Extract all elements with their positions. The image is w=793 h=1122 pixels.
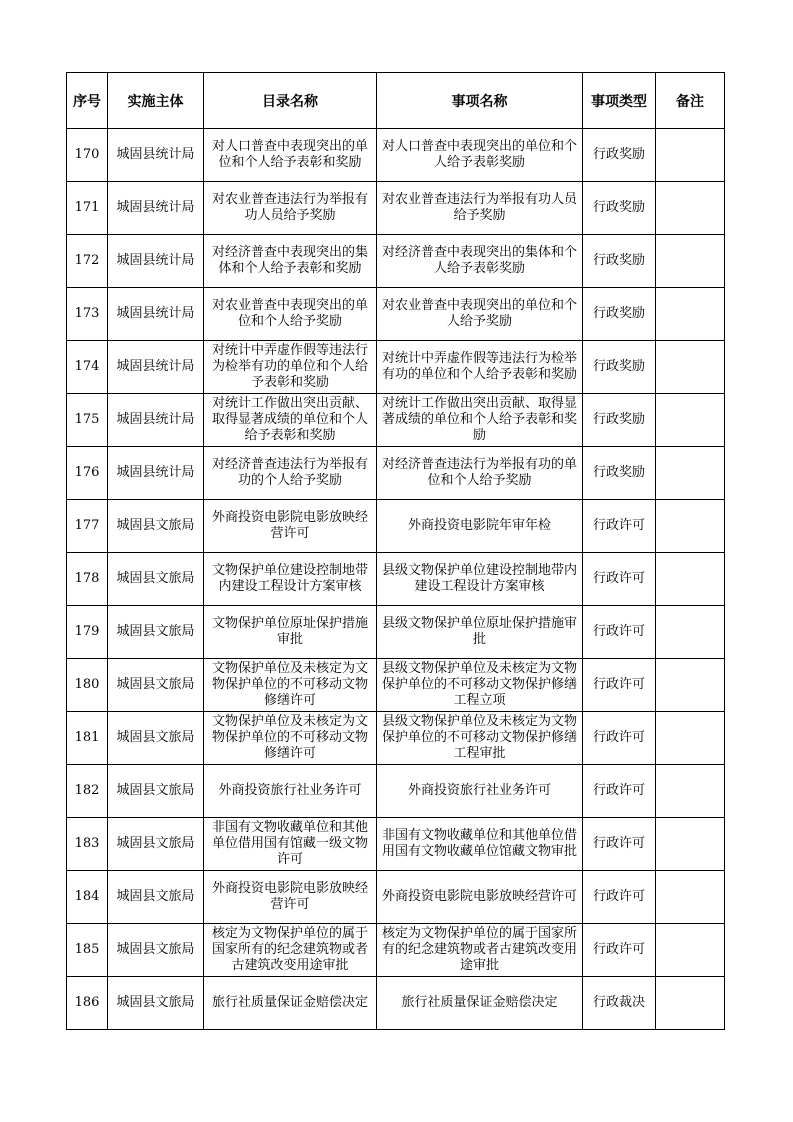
cell-catalog: 对统计中弄虚作假等违法行为检举有功的单位和个人给予表彰和奖励 [204, 341, 377, 394]
cell-org: 城固县文旅局 [108, 500, 204, 553]
cell-type: 行政裁决 [583, 977, 656, 1030]
cell-org: 城固县统计局 [108, 129, 204, 182]
table-row [67, 924, 725, 977]
cell-type: 行政许可 [583, 712, 656, 765]
cell-seq: 181 [67, 712, 108, 765]
cell-org: 城固县文旅局 [108, 553, 204, 606]
cell-item: 对农业普查中表现突出的单位和个人给予奖励 [377, 288, 583, 341]
cell-seq: 180 [67, 659, 108, 712]
cell-org: 城固县文旅局 [108, 924, 204, 977]
cell-note [656, 394, 725, 447]
cell-note [656, 712, 725, 765]
cell-type: 行政奖励 [583, 288, 656, 341]
cell-note [656, 235, 725, 288]
cell-seq: 183 [67, 818, 108, 871]
cell-org: 城固县统计局 [108, 394, 204, 447]
table-row [67, 235, 725, 288]
cell-item: 外商投资旅行社业务许可 [377, 765, 583, 818]
cell-org: 城固县文旅局 [108, 977, 204, 1030]
header-catalog: 目录名称 [204, 73, 377, 129]
table-row [67, 977, 725, 1030]
table-row [67, 182, 725, 235]
cell-note [656, 818, 725, 871]
cell-type: 行政许可 [583, 606, 656, 659]
cell-catalog: 文物保护单位原址保护措施审批 [204, 606, 377, 659]
cell-item: 核定为文物保护单位的属于国家所有的纪念建筑物或者古建筑改变用途审批 [377, 924, 583, 977]
cell-seq: 177 [67, 500, 108, 553]
cell-seq: 178 [67, 553, 108, 606]
cell-seq: 184 [67, 871, 108, 924]
cell-item: 县级文物保护单位及未核定为文物保护单位的不可移动文物保护修缮工程审批 [377, 712, 583, 765]
cell-catalog: 外商投资旅行社业务许可 [204, 765, 377, 818]
cell-type: 行政许可 [583, 500, 656, 553]
cell-org: 城固县文旅局 [108, 765, 204, 818]
cell-item: 对农业普查违法行为举报有功人员给予奖励 [377, 182, 583, 235]
table-row [67, 447, 725, 500]
cell-catalog: 非国有文物收藏单位和其他单位借用国有馆藏一级文物许可 [204, 818, 377, 871]
cell-seq: 172 [67, 235, 108, 288]
cell-seq: 185 [67, 924, 108, 977]
cell-note [656, 553, 725, 606]
cell-type: 行政奖励 [583, 235, 656, 288]
cell-item: 对统计中弄虚作假等违法行为检举有功的单位和个人给予表彰和奖励 [377, 341, 583, 394]
cell-catalog: 文物保护单位建设控制地带内建设工程设计方案审核 [204, 553, 377, 606]
cell-catalog: 文物保护单位及未核定为文物保护单位的不可移动文物修缮许可 [204, 659, 377, 712]
header-item: 事项名称 [377, 73, 583, 129]
cell-item: 外商投资电影院年审年检 [377, 500, 583, 553]
cell-note [656, 500, 725, 553]
table-row [67, 553, 725, 606]
cell-note [656, 447, 725, 500]
matters-table [66, 72, 725, 1030]
table-header-row [67, 73, 725, 129]
cell-seq: 170 [67, 129, 108, 182]
table-row [67, 129, 725, 182]
cell-seq: 175 [67, 394, 108, 447]
cell-org: 城固县统计局 [108, 341, 204, 394]
cell-item: 县级文物保护单位及未核定为文物保护单位的不可移动文物保护修缮工程立项 [377, 659, 583, 712]
cell-catalog: 核定为文物保护单位的属于国家所有的纪念建筑物或者古建筑改变用途审批 [204, 924, 377, 977]
table-row [67, 288, 725, 341]
cell-catalog: 对经济普查违法行为举报有功的个人给予奖励 [204, 447, 377, 500]
cell-item: 外商投资电影院电影放映经营许可 [377, 871, 583, 924]
cell-type: 行政许可 [583, 818, 656, 871]
cell-org: 城固县统计局 [108, 182, 204, 235]
cell-catalog: 对统计工作做出突出贡献、取得显著成绩的单位和个人给予表彰和奖励 [204, 394, 377, 447]
cell-catalog: 旅行社质量保证金赔偿决定 [204, 977, 377, 1030]
cell-note [656, 765, 725, 818]
header-type: 事项类型 [583, 73, 656, 129]
cell-seq: 182 [67, 765, 108, 818]
table-row [67, 394, 725, 447]
cell-org: 城固县统计局 [108, 288, 204, 341]
cell-org: 城固县统计局 [108, 447, 204, 500]
table-row [67, 659, 725, 712]
cell-seq: 179 [67, 606, 108, 659]
cell-catalog: 文物保护单位及未核定为文物保护单位的不可移动文物修缮许可 [204, 712, 377, 765]
table-row [67, 871, 725, 924]
cell-seq: 186 [67, 977, 108, 1030]
cell-org: 城固县统计局 [108, 235, 204, 288]
cell-type: 行政奖励 [583, 394, 656, 447]
cell-item: 县级文物保护单位原址保护措施审批 [377, 606, 583, 659]
cell-org: 城固县文旅局 [108, 871, 204, 924]
cell-type: 行政奖励 [583, 341, 656, 394]
cell-seq: 171 [67, 182, 108, 235]
cell-note [656, 659, 725, 712]
cell-catalog: 外商投资电影院电影放映经营许可 [204, 500, 377, 553]
cell-note [656, 129, 725, 182]
cell-catalog: 对人口普查中表现突出的单位和个人给予表彰和奖励 [204, 129, 377, 182]
table-row [67, 606, 725, 659]
cell-type: 行政许可 [583, 765, 656, 818]
cell-note [656, 977, 725, 1030]
cell-catalog: 外商投资电影院电影放映经营许可 [204, 871, 377, 924]
table-row [67, 712, 725, 765]
table-row [67, 500, 725, 553]
cell-seq: 174 [67, 341, 108, 394]
cell-item: 县级文物保护单位建设控制地带内建设工程设计方案审核 [377, 553, 583, 606]
cell-type: 行政许可 [583, 871, 656, 924]
cell-type: 行政奖励 [583, 129, 656, 182]
cell-note [656, 288, 725, 341]
cell-item: 非国有文物收藏单位和其他单位借用国有文物收藏单位馆藏文物审批 [377, 818, 583, 871]
table-row [67, 765, 725, 818]
cell-item: 旅行社质量保证金赔偿决定 [377, 977, 583, 1030]
cell-catalog: 对农业普查中表现突出的单位和个人给予奖励 [204, 288, 377, 341]
cell-org: 城固县文旅局 [108, 712, 204, 765]
cell-item: 对经济普查违法行为举报有功的单位和个人给予奖励 [377, 447, 583, 500]
cell-type: 行政许可 [583, 553, 656, 606]
cell-catalog: 对经济普查中表现突出的集体和个人给予表彰和奖励 [204, 235, 377, 288]
cell-type: 行政奖励 [583, 182, 656, 235]
cell-item: 对经济普查中表现突出的集体和个人给予表彰奖励 [377, 235, 583, 288]
cell-seq: 176 [67, 447, 108, 500]
header-seq: 序号 [67, 73, 108, 129]
cell-seq: 173 [67, 288, 108, 341]
table-row [67, 341, 725, 394]
cell-note [656, 871, 725, 924]
cell-note [656, 182, 725, 235]
cell-note [656, 341, 725, 394]
header-note: 备注 [656, 73, 725, 129]
table-row [67, 818, 725, 871]
cell-item: 对统计工作做出突出贡献、取得显著成绩的单位和个人给予表彰和奖励 [377, 394, 583, 447]
cell-note [656, 606, 725, 659]
cell-catalog: 对农业普查违法行为举报有功人员给予奖励 [204, 182, 377, 235]
cell-item: 对人口普查中表现突出的单位和个人给予表彰奖励 [377, 129, 583, 182]
header-org: 实施主体 [108, 73, 204, 129]
cell-org: 城固县文旅局 [108, 606, 204, 659]
cell-type: 行政许可 [583, 659, 656, 712]
cell-note [656, 924, 725, 977]
cell-org: 城固县文旅局 [108, 818, 204, 871]
cell-type: 行政奖励 [583, 447, 656, 500]
cell-type: 行政许可 [583, 924, 656, 977]
cell-org: 城固县文旅局 [108, 659, 204, 712]
